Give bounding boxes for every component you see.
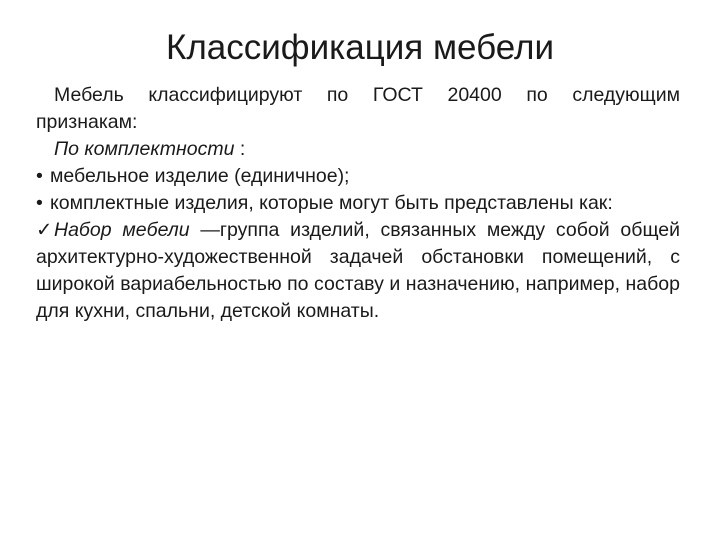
subheading: По комплектности — [54, 138, 235, 160]
checkmark-icon: ✓ — [36, 219, 53, 241]
bullet-icon: • — [36, 192, 43, 214]
check-term: Набор мебели — [54, 219, 190, 241]
subheading-suffix: : — [234, 138, 246, 160]
intro-line-2: признакам: — [36, 111, 138, 133]
bullet-icon: • — [36, 165, 43, 187]
slide-title: Классификация мебели — [165, 28, 555, 67]
subheading-line — [36, 136, 680, 163]
check-text: —группа изделий, связанных между собой общей архитектурно-художественной задачей обстановки помещений, с широкой вариабельностью по составу и назначению, например, набор для кухни, спальни, детской комнаты. — [36, 219, 681, 322]
bullet-text-2: комплектные изделия, которые могут быть представлены как: — [50, 192, 613, 214]
slide-body — [36, 82, 680, 325]
intro-line-1: Мебель классифицируют по ГОСТ 20400 по следующим — [54, 84, 680, 106]
bullet-item-1 — [36, 163, 680, 190]
check-item — [36, 217, 680, 325]
bullet-text-1: мебельное изделие (единичное); — [50, 165, 350, 187]
bullet-item-2 — [36, 190, 680, 217]
